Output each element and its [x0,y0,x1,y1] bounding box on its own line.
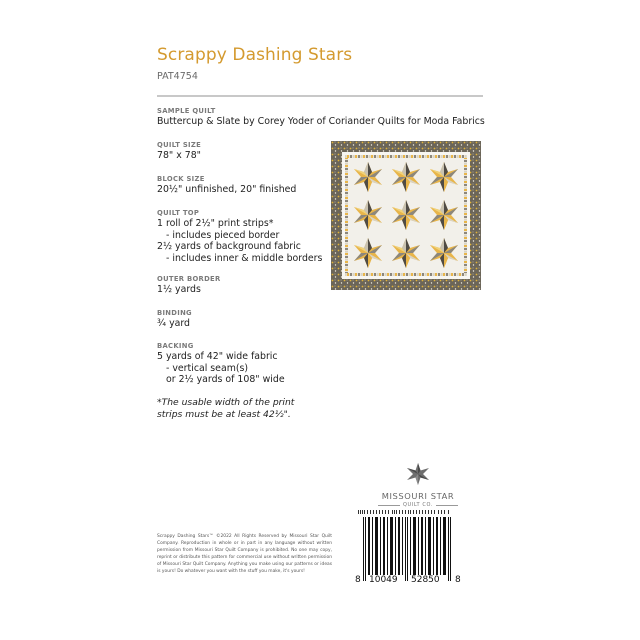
divider-line [378,505,400,506]
spec-value: ¾ yard [157,318,190,329]
quilt-photo [331,141,481,290]
spec-value: - vertical seam(s) [166,362,249,374]
spec-value: 1½ yards [157,284,201,295]
header-divider [157,95,483,97]
upc-barcode [355,517,465,587]
spec-label: OUTER BORDER [157,275,221,283]
missouri-star-logo [363,463,473,508]
spec-label: SAMPLE QUILT [157,107,216,115]
spec-label: BINDING [157,309,192,317]
strip-width-note [157,397,294,420]
barcode-digits [355,575,465,587]
spec-label: QUILT TOP [157,209,200,217]
barcode-digit: 8 [455,575,461,585]
spec-value: - includes inner & middle borders [166,252,323,264]
logo-name: MISSOURI STAR [381,491,455,501]
note-line: *The usable width of the print [157,397,295,408]
spec-value: 5 yards of 42" wide fabric [157,351,278,362]
spec-value: 1 roll of 2½" print strips* [157,218,274,229]
divider-line [436,505,458,506]
barcode-digit: 8 [355,575,361,585]
spec-value: or 2½ yards of 108" wide [166,374,285,385]
spec-value: 78" x 78" [157,150,201,161]
spec-value: - includes pieced border [166,229,280,241]
spec-label: BLOCK SIZE [157,175,205,183]
spec-label: QUILT SIZE [157,141,202,149]
spec-value: 20½" unfinished, 20" finished [157,184,297,195]
pattern-title: Scrappy Dashing Stars [157,45,353,65]
spec-value: Buttercup & Slate by Corey Yoder of Coriander Quilts for Moda Fabrics [157,116,485,127]
logo-subtitle-row [363,502,473,508]
note-line: strips must be at least 42½". [157,408,291,420]
spec-sample-quilt [157,107,497,128]
spec-binding [157,309,497,330]
copyright-fineprint: Scrappy Dashing Stars™ ©2022 All Rights Reserved by Missouri Star Quilt Company. Reproduction in whole or in part in any language without written permission from Missouri Star Quilt Company is prohibited. No one may copy, reprint or distribute this pattern for commercial use without written permission of Missouri Star Quilt Company. Anything you make using our patterns or ideas is yours! Do whatever you want with the stuff you make, it's yours! [157,534,332,574]
quilt-photo-icon [331,141,481,290]
star-logo-icon [407,463,429,485]
spec-label: BACKING [157,342,194,350]
barcode-digit: 10049 [369,575,398,585]
logo-subtitle: QUILT CO. [402,502,434,508]
barcode-digit: 52850 [411,575,440,585]
spec-backing [157,342,497,386]
mini-barcode [358,510,458,514]
pattern-code: PAT4754 [157,71,198,82]
spec-value: 2½ yards of background fabric [157,241,301,252]
